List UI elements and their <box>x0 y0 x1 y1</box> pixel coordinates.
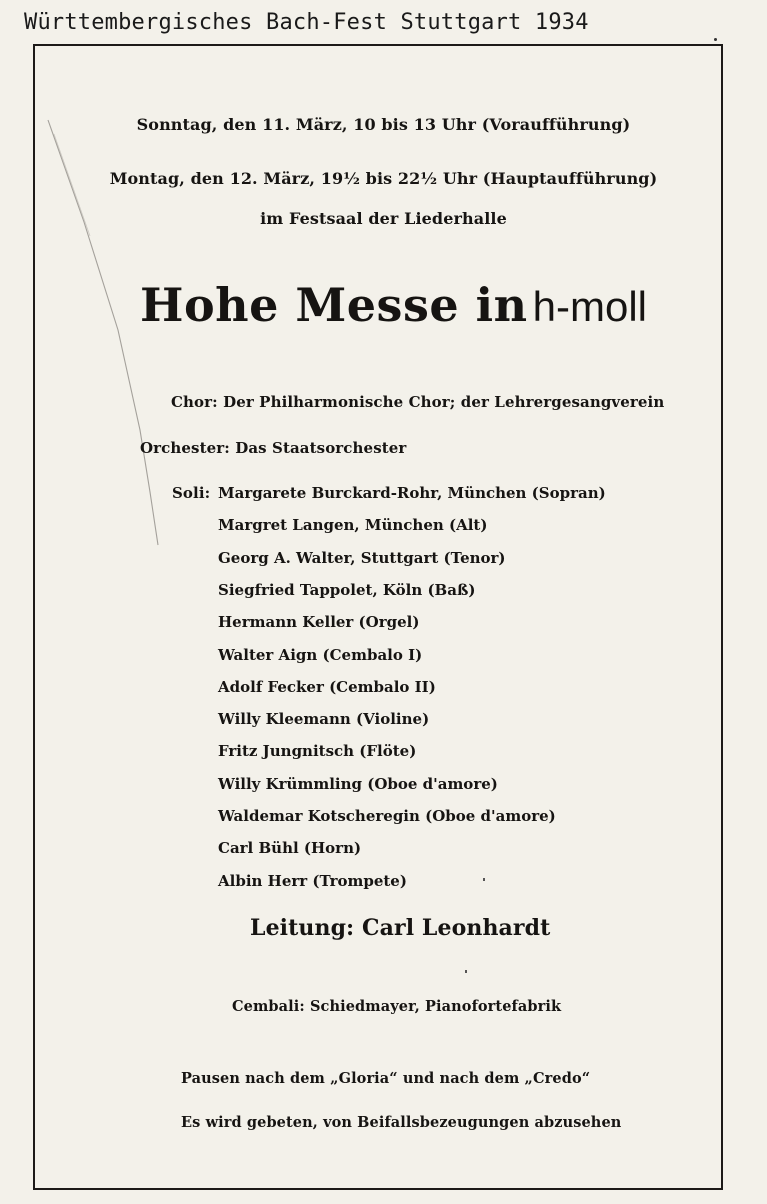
chor-line: Chor: Der Philharmonische Chor; der Lehrergesangverein <box>171 393 665 411</box>
program-title <box>140 278 648 332</box>
soloist-entry: Willy Kleemann (Violine) <box>218 710 430 729</box>
date-monday: Montag, den 12. März, 19½ bis 22½ Uhr (Hauptaufführung) <box>109 169 658 188</box>
leitung-line: Leitung: Carl Leonhardt <box>250 915 551 941</box>
title-gothic: Hohe Messe in <box>140 278 528 332</box>
orchester-line: Orchester: Das Staatsorchester <box>140 439 407 457</box>
archive-caption: Württembergisches Bach-Fest Stuttgart 1934 <box>24 10 589 35</box>
soloist-entry: Adolf Fecker (Cembalo II) <box>218 677 436 696</box>
soloist-entry: Margarete Burckard-Rohr, München (Sopran) <box>218 484 606 502</box>
venue: im Festsaal der Liederhalle <box>260 209 507 228</box>
soloist-entry: Hermann Keller (Orgel) <box>218 613 420 632</box>
soloist-entry: Georg A. Walter, Stuttgart (Tenor) <box>218 548 506 567</box>
soloist-entry: Willy Krümmling (Oboe d'amore) <box>218 774 498 793</box>
soloist-entry: Albin Herr (Trompete) <box>218 871 407 890</box>
caption-dot <box>714 38 717 41</box>
title-roman: h-moll <box>532 283 648 330</box>
pausen-note: Pausen nach dem „Gloria“ und nach dem „Credo“ <box>181 1070 591 1087</box>
soli-label: Soli: <box>172 484 211 502</box>
soloist-entry: Fritz Jungnitsch (Flöte) <box>218 742 417 761</box>
cembali-line: Cembali: Schiedmayer, Pianofortefabrik <box>232 998 562 1015</box>
ink-speck <box>465 970 467 973</box>
soloist-entry: Margret Langen, München (Alt) <box>218 516 488 535</box>
date-sunday: Sonntag, den 11. März, 10 bis 13 Uhr (Voraufführung) <box>136 115 631 134</box>
ink-speck <box>483 878 485 881</box>
soloist-entry: Carl Bühl (Horn) <box>218 839 362 858</box>
beifall-note: Es wird gebeten, von Beifallsbezeugungen abzusehen <box>181 1114 622 1131</box>
soloist-entry: Waldemar Kotscheregin (Oboe d'amore) <box>218 807 556 825</box>
soloist-entry: Walter Aign (Cembalo I) <box>218 645 423 664</box>
soloist-entry: Siegfried Tappolet, Köln (Baß) <box>218 580 476 599</box>
